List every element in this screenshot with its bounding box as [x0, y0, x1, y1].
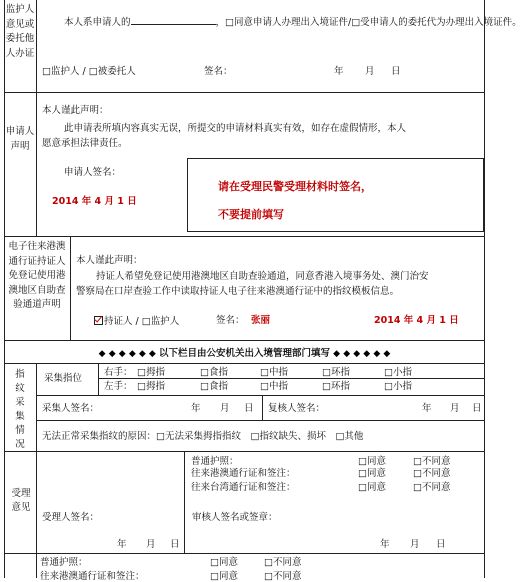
echannel-body-1: 持证人希望免登记使用港澳地区自助查验通道，同意香港入境事务处、澳门治安: [96, 271, 429, 282]
echannel-date: 2014 年 4 月 1 日: [374, 315, 459, 326]
declaration-body-1: 此申请表所填内容真实无误，所提交的申请材料真实有效，如存在虚假情形，本人: [64, 123, 407, 134]
reviewer-sign-label: 复核人签名：: [268, 403, 326, 414]
echannel-sign-label: 签名：: [216, 315, 245, 326]
disagree-option[interactable]: □不同意: [413, 482, 451, 493]
echannel-body-2: 警察局在口岸查验工作中读取持证人电子往来港澳通行证中的指纹模板信息。: [76, 286, 400, 297]
guardian-section-label: 监护人意见或委托他人办证: [5, 4, 35, 59]
applicant-sign-label: 申请人签名：: [64, 167, 122, 178]
acceptance-item: 往来港澳通行证和签注：: [191, 468, 296, 479]
right-finger-option[interactable]: □食指: [200, 367, 228, 378]
application-form: 监护人意见或委托他人办证 本人系申请人的 ，□同意申请人办理出入境证件/□受申请人的委托代为办理出入境证件。 □监护人 / □被委托人 签名： 年 月 日 申请人声明 本人谨此声明： 此申请表所填内容真实无误，所提交的申请材料真实有效，如存在虚假情形，本人 愿意承担法律责任。 申请人签名： 2014 年 4 月 1 日 请在受理民警受理材料时签名， 不要提前填写 电子往来港澳通行证持证人免登记使用港澳地区自助查验通道声明 本人谨此声明： 持证人希望免登记使用港澳地区自助查验通道，同意香港入境事务处、澳门治安 警察局在口岸查验工作中读取持证人电子往来港澳通行证中的指纹模板信息。 持证人 / □监护人 签名： 张丽 2014 年 4 月 1 日 ◆ ◆ ◆ ◆ ◆ ◆ 以下栏目由公安机关出入境管理部门填写 ◆ ◆ ◆ ◆ ◆ ◆ 指纹采集情况 采集指位 右手： 左手： 采集人签名： 年 月 日 复核人签名： 年 月 日 无法正常采集指纹的原因：□无法采集拇指指纹 □指纹缺失、损坏 □其他 受理意见 受理人签名： 审核人签名或签章： 年 月 日 年 月 日 □拇指 □食指 □中指 □环指 □小指 □拇指 □食指 □中指 □环指 □小指 普通护照： □同意 □不同意 往来港澳通行证和签注： □同意 □不同意 往来台湾通行证和签注： □同意 □不同意 普通护照： □同意 □不同意 往来港澳通行证和签注： □同意 □不同意: [4, 0, 485, 578]
disagree-option[interactable]: □不同意: [413, 456, 451, 467]
acceptance-section-label: 受理意见: [11, 488, 31, 513]
agree-option[interactable]: □同意: [210, 557, 238, 568]
sign-reminder-line-2: 不要提前填写: [218, 208, 284, 221]
echannel-intro: 本人谨此声明：: [76, 255, 143, 266]
approver-sign-label: 审核人签名或签章：: [192, 512, 278, 523]
declaration-intro: 本人谨此声明：: [42, 105, 109, 116]
acceptance-item: 往来台湾通行证和签注：: [191, 482, 296, 493]
agree-option[interactable]: □同意: [210, 571, 238, 582]
holder-checkbox[interactable]: [94, 316, 103, 325]
left-finger-option[interactable]: □拇指: [137, 381, 165, 392]
collector-sign-label: 采集人签名：: [42, 403, 100, 414]
acceptor-sign-label: 受理人签名：: [42, 512, 100, 523]
official-use-header: ◆ ◆ ◆ ◆ ◆ ◆ 以下栏目由公安机关出入境管理部门填写 ◆ ◆ ◆ ◆ ◆ ◆: [98, 348, 391, 359]
declaration-section-label: 申请人声明: [5, 126, 35, 152]
fingerprint-failure-reason[interactable]: 无法正常采集指纹的原因：□无法采集拇指指纹 □指纹缺失、损坏 □其他: [42, 431, 364, 442]
agree-option[interactable]: □同意: [358, 468, 386, 479]
echannel-role[interactable]: 持证人 / □监护人: [94, 316, 179, 327]
fingerprint-section-label: 指纹采集情况: [15, 369, 25, 450]
guardian-sign-label: 签名：: [204, 66, 233, 77]
declaration-body-2: 愿意承担法律责任。: [42, 138, 128, 149]
disagree-option[interactable]: □不同意: [264, 571, 302, 582]
disagree-option[interactable]: □不同意: [413, 468, 451, 479]
guardian-statement: 本人系申请人的 ，□同意申请人办理出入境证件/□受申请人的委托代为办理出入境证件。: [64, 17, 522, 28]
bottom-item: 普通护照：: [40, 557, 88, 568]
agree-option[interactable]: □同意: [358, 456, 386, 467]
agree-option[interactable]: □同意: [358, 482, 386, 493]
right-finger-option[interactable]: □中指: [260, 367, 288, 378]
right-finger-option[interactable]: □拇指: [137, 367, 165, 378]
declaration-date: 2014 年 4 月 1 日: [52, 196, 137, 207]
left-finger-option[interactable]: □小指: [384, 381, 412, 392]
frame-right: [484, 0, 485, 578]
echannel-section-label: 电子往来港澳通行证持证人免登记使用港澳地区自助查验通道声明: [8, 241, 66, 310]
left-finger-option[interactable]: □食指: [200, 381, 228, 392]
finger-position-label: 采集指位: [44, 373, 83, 384]
bottom-item: 往来港澳通行证和签注：: [40, 571, 145, 582]
right-finger-option[interactable]: □小指: [384, 367, 412, 378]
sign-reminder-line-1: 请在受理民警受理材料时签名，: [218, 180, 372, 193]
echannel-signer: 张丽: [251, 315, 271, 326]
acceptance-item: 普通护照：: [191, 456, 239, 467]
right-finger-option[interactable]: □环指: [322, 367, 350, 378]
disagree-option[interactable]: □不同意: [264, 557, 302, 568]
left-finger-option[interactable]: □环指: [322, 381, 350, 392]
left-finger-option[interactable]: □中指: [260, 381, 288, 392]
guardian-role-option[interactable]: □监护人 / □被委托人: [42, 66, 136, 77]
